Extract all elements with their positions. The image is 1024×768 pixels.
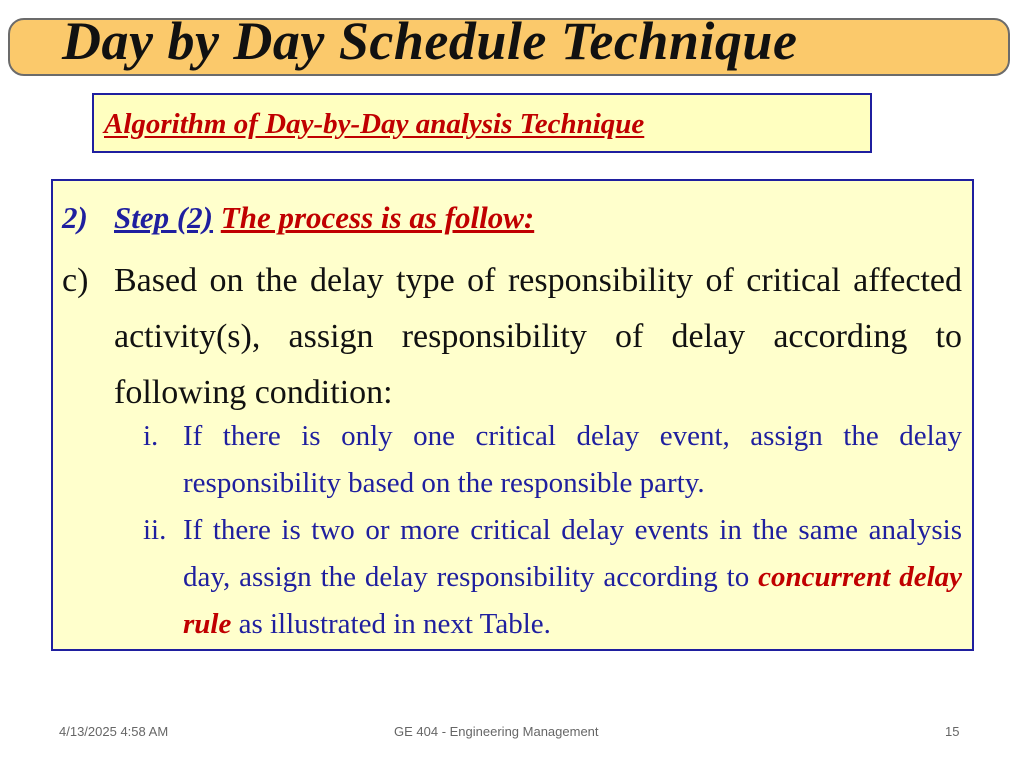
subtitle-box bbox=[92, 93, 872, 153]
condition-ii-text-after: as illustrated in next Table. bbox=[238, 608, 551, 640]
footer-page-number: 15 bbox=[945, 724, 960, 739]
condition-i-marker: i. bbox=[143, 420, 159, 452]
step-heading bbox=[62, 201, 534, 235]
subtitle-text: Algorithm of Day-by-Day analysis Technique bbox=[104, 108, 645, 140]
condition-i-text: If there is only one critical delay event, assign the delay responsibility based on the responsible party. bbox=[183, 420, 962, 499]
footer-date: 4/13/2025 4:58 AM bbox=[59, 724, 169, 739]
condition-ii-marker: ii. bbox=[143, 514, 167, 546]
condition-ii-text-before: If there is two or more critical delay events in the same analysis day, assign the delay responsibility according to bbox=[183, 514, 962, 593]
condition-ii-text bbox=[183, 507, 962, 648]
content-box bbox=[51, 179, 974, 651]
step-label: Step (2) bbox=[114, 200, 214, 235]
item-c-marker: c) bbox=[62, 262, 89, 299]
footer-course: GE 404 - Engineering Management bbox=[394, 724, 599, 739]
step-description: The process is as follow: bbox=[220, 200, 535, 235]
concurrent-delay-rule: concurrent delay rule bbox=[183, 561, 962, 640]
item-c-text: Based on the delay type of responsibility of critical affected activity(s), assign responsibility of delay according to following condition: bbox=[114, 262, 962, 411]
step-number: 2) bbox=[62, 200, 88, 235]
slide-title: Day by Day Schedule Technique bbox=[62, 11, 798, 71]
